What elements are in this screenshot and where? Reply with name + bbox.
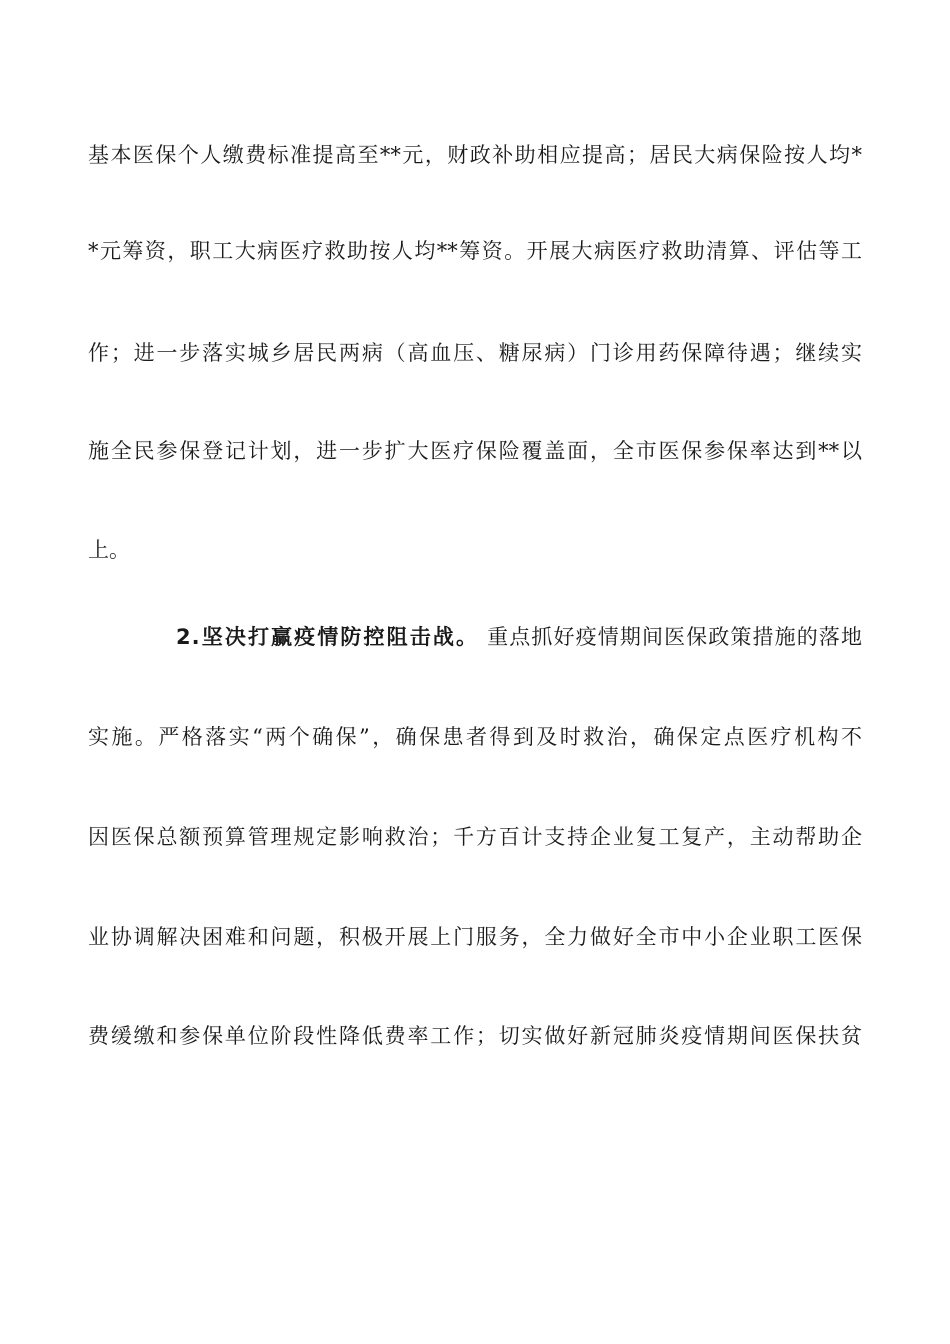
paragraph-1-line-3: 作；进一步落实城乡居民两病（高血压、糖尿病）门诊用药保障待遇；继续实 (88, 341, 862, 365)
paragraph-2-line-4: 业协调解决困难和问题，积极开展上门服务，全力做好全市中小企业职工医保 (88, 925, 862, 949)
paragraph-2-first-line (176, 622, 862, 652)
paragraph-1-line-4: 施全民参保登记计划，进一步扩大医疗保险覆盖面，全市医保参保率达到**以 (88, 439, 862, 463)
paragraph-2-line-5: 费缓缴和参保单位阶段性降低费率工作；切实做好新冠肺炎疫情期间医保扶贫 (88, 1024, 862, 1048)
paragraph-1-line-1: 基本医保个人缴费标准提高至**元，财政补助相应提高；居民大病保险按人均* (88, 143, 862, 167)
paragraph-2-line-3: 因医保总额预算管理规定影响救治；千方百计支持企业复工复产，主动帮助企 (88, 825, 862, 849)
paragraph-2-line-2: 实施。严格落实“两个确保”，确保患者得到及时救治，确保定点医疗机构不 (88, 725, 862, 749)
paragraph-1-line-2: *元筹资，职工大病医疗救助按人均**筹资。开展大病医疗救助清算、评估等工 (88, 239, 862, 263)
section-heading: 2.坚决打赢疫情防控阻击战。 (176, 625, 480, 649)
paragraph-1-line-5: 上。 (88, 538, 130, 562)
paragraph-2-first-line-text: 重点抓好疫情期间医保政策措施的落地 (487, 625, 863, 649)
